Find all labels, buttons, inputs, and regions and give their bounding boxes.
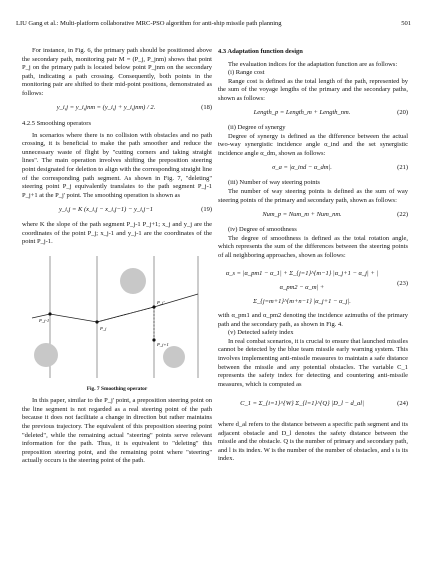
figure-7-caption: Fig. 7 Smoothing operator [86, 385, 148, 392]
equation-22 [218, 208, 408, 223]
paragraph-preposition: In this paper, similar to the P_j' point, a preposition steering point on the line segment is not regarded as a real steering point of the path because it does not facilitate a change in direction but rather maintains the previous trajectory. The equivalent of this preposition steering point "deleted", while the remaining actual "steering" points serve relevant information for the path. Thus, it is equivalent to "deleting" this preposition steering point, and the remaining point where "steering" actually occurs is the steering point of the path. [22, 397, 212, 465]
point-p-j-plus-1 [152, 338, 155, 341]
safety-index-heading: (v) Detected safety index [228, 329, 294, 337]
equation-22-number: (22) [397, 211, 408, 219]
synergy-text: Degree of synergy is defined as the difference between the actual two-way synergistic incidence angle α_ind and the set synergistic incidence angle α_dm, shown as follows: [218, 132, 408, 157]
equation-23-number: (23) [397, 280, 408, 288]
page-number: 501 [401, 20, 411, 27]
equation-21-body: σ_a = |α_ind − α_dm|. [272, 164, 332, 172]
paragraph-slope-definition: where K the slope of the path segment P_j-1 P_j+1; x_j and y_j are the coordinates of the point P_j; x_j-1 and y_j-1 are the coordinates of the point P_j-1. [22, 221, 212, 246]
equation-19-body: y_i,j = K (x_i,j − x_i,j−1) − y_i,j−1 [59, 206, 153, 214]
equation-20-number: (20) [397, 109, 408, 117]
obstacle-circle [34, 343, 58, 367]
safety-index-after-text: where d_al refers to the distance between a specific path segment and its adjacent obstacle and D_l denotes the safety distance between the missile and the obstacle. Q is the number of primary and secondary path, and l is its index. W is the number of the number of obstacles, and s is its index. [218, 421, 408, 463]
equation-23-body [218, 267, 386, 309]
smoothness-after-text: with α_pm1 and α_pm2 denoting the incidence azimuths of the primary path and the secondary path, as shown in Fig. 4. [218, 312, 408, 328]
right-column [218, 47, 408, 464]
equation-20-body: Length_p = Length_m + Length_nm. [253, 109, 351, 117]
equation-20 [218, 106, 408, 121]
smoothness-heading: (iv) Degree of smoothness [228, 226, 297, 234]
equation-24-body: C_1 = Σ_{i=1}^{W} Σ_{l=1}^{Q} |D_l − d_al| [240, 400, 364, 408]
paragraph-evaluation-intro: The evaluation indices for the adaptation function are as follows: [228, 60, 398, 68]
equation-18-body: y_i,j = y_i,jnm = (y_i,j + y_i,jnm) / 2. [56, 104, 156, 112]
equation-18 [22, 101, 212, 116]
range-cost-text: Range cost is defined as the total length of the path, represented by the sum of the voyage lengths of the primary and the secondary paths, shown as follows: [218, 77, 408, 102]
equation-19 [22, 203, 212, 218]
point-p-j [95, 320, 98, 323]
obstacle-circle [163, 346, 185, 368]
safety-index-text: In real combat scenarios, it is crucial to ensure that launched missiles cannot be detected by the blue team missile early warning system. This involves implementing anti-missile measures to maintain a safe distance between the missile and any potential obstacles. The variable C_1 represents the safety index for detecting and countering anti-missile measures, which is computed as [218, 337, 408, 388]
range-cost-heading: (i) Range cost [228, 69, 265, 77]
section-4-2-5-heading: 4.2.5 Smoothing operators [22, 120, 91, 128]
paragraph-crossing: For instance, in Fig. 6, the primary path should be positioned above the secondary path, monitoring pair M = (P_j, P_jnm) shows that point P_j on the primary path is located below point P_jnm on the secondary path, indicating a path crossing. Consequently, both points in the monitoring pair are shifted to their mid-point positions, demonstrated as follows: [22, 47, 212, 97]
obstacle-circle [120, 268, 146, 294]
equation-23 [218, 263, 408, 309]
point-p-j-minus-1 [48, 312, 51, 315]
smoothness-text: The degree of smoothness is defined as the total rotation angle, which represents the sum of the differences between the steering points of all neighboring approaches, shown as follows: [218, 234, 408, 259]
equation-21 [218, 161, 408, 176]
label-p-j-plus-1: P_j+1 [157, 341, 169, 347]
equation-24 [218, 392, 408, 418]
left-column [22, 47, 212, 466]
paragraph-smoothing: In scenarios where there is no collision with obstacles and no path crossing, it is beneficial to make the path smoother and reduce the unnecessary waste of flight by "cutting corners and taking straight lines". The main operation involves shifting the preposition steering point designated for deletion to align with the corresponding straight line of the corresponding path segment. As shown in Fig. 7, "deleting" steering point P_j equivalently translates to the path segment P_j-1 P_j+1 at the P_j' point. The smoothing operation is shown as [22, 131, 212, 199]
synergy-heading: (ii) Degree of synergy [228, 124, 286, 132]
label-p-j: P_j [100, 325, 107, 331]
running-title: LIU Gang et al.: Multi-platform collaborative MRC-PSO algorithm for anti-ship missile path planning [16, 20, 282, 27]
equation-21-number: (21) [397, 164, 408, 172]
equation-18-number: (18) [201, 104, 212, 112]
steering-points-text: The number of way steering points is defined as the sum of way steering points of the primary and secondary path, shown as follows: [218, 188, 408, 204]
point-p-j-prime [152, 305, 155, 308]
equation-23-line-1: α_s = |α_pm1 − α_1| + Σ_{j=1}^{m−1} |α_j+1 − α_j| + |α_pm2 − α_m| + [225, 270, 379, 292]
equation-23-line-2: Σ_{j=m+1}^{m+n−1} |α_j+1 − α_j|. [253, 298, 351, 306]
section-4-3-heading: 4.3 Adaptation function design [218, 48, 303, 55]
label-p-j-minus-1: P_j-1 [39, 317, 50, 323]
equation-24-number: (24) [397, 400, 408, 408]
smoothing-operator-diagram [22, 252, 212, 382]
steering-points-heading: (iii) Number of way steering points [228, 179, 320, 187]
equation-22-body: Num_p = Num_m + Num_nm. [262, 211, 342, 219]
equation-19-number: (19) [201, 206, 212, 214]
label-p-j-prime: P_j' [157, 299, 165, 305]
figure-7 [22, 252, 212, 394]
running-header [16, 20, 411, 28]
